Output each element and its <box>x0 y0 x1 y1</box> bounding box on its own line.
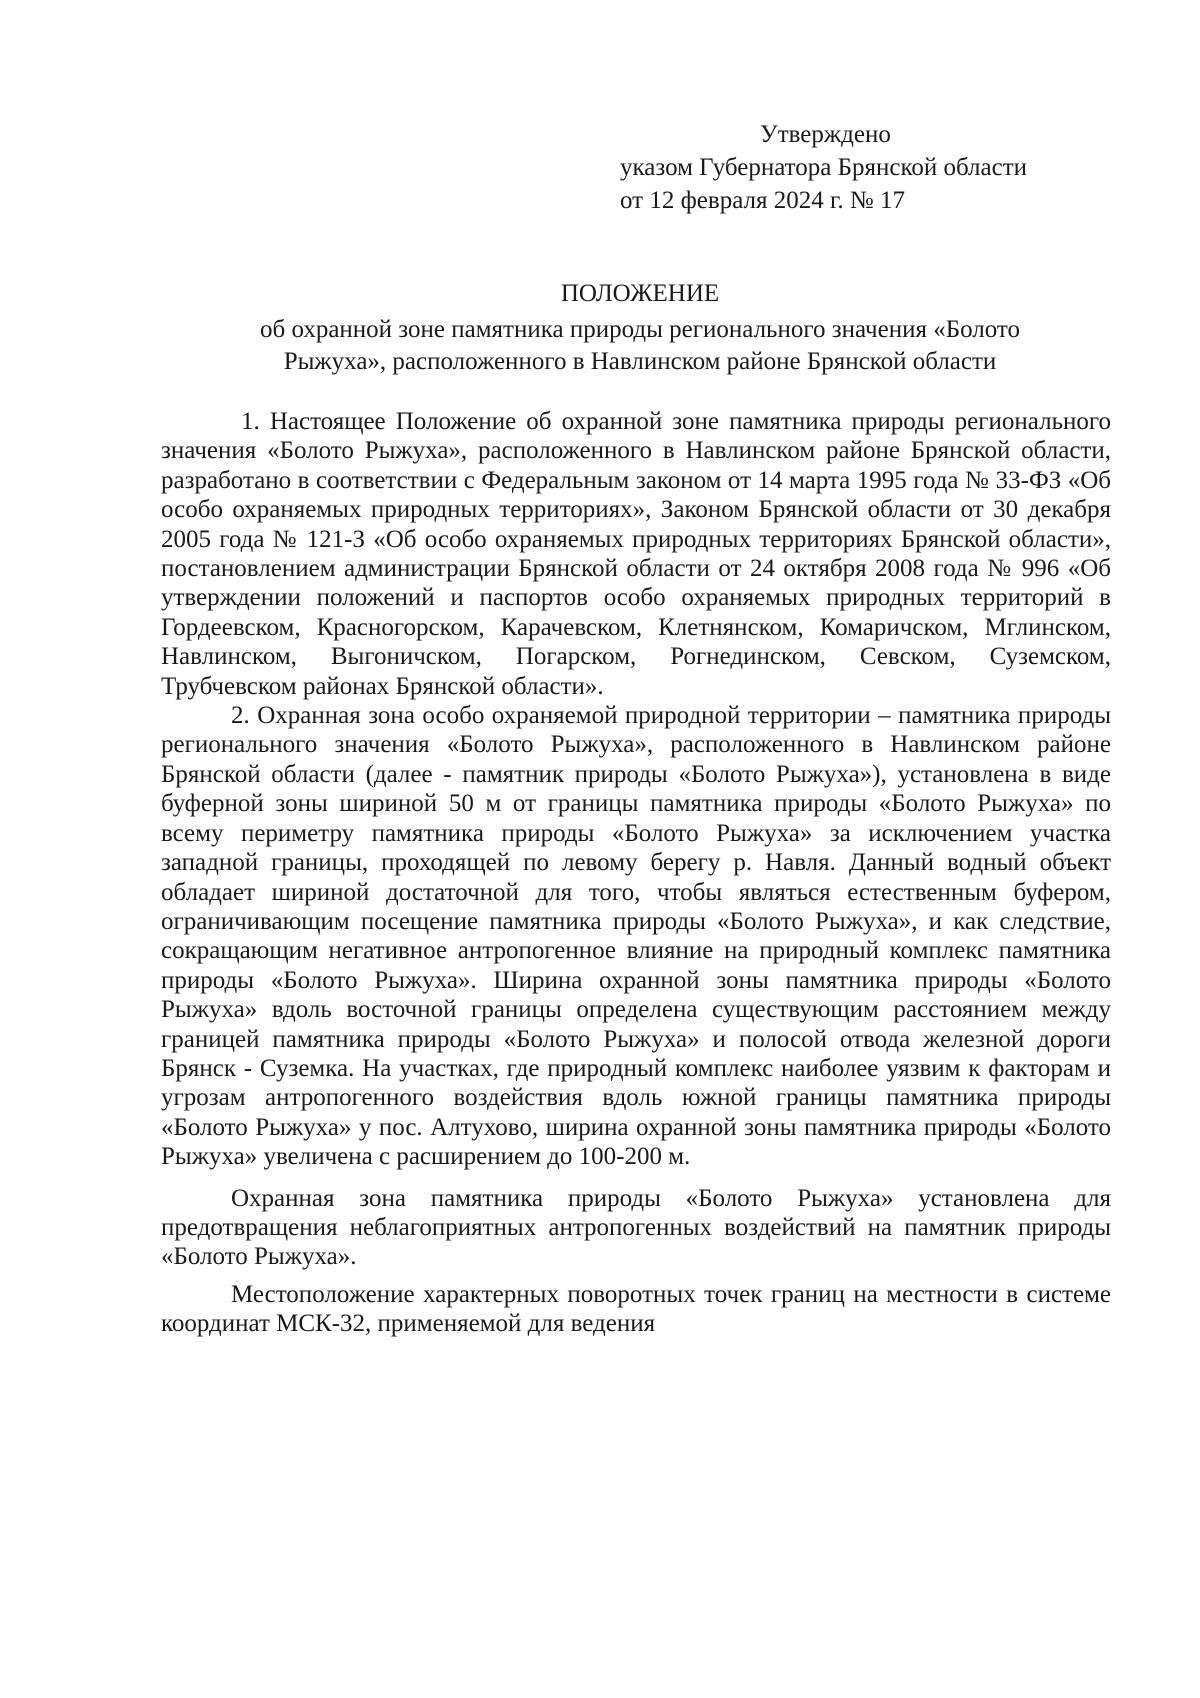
subtitle-line-1: об охранной зоне памятника природы регионального значения «Болото <box>259 316 1021 343</box>
subtitle-line-2: Рыжуха», расположенного в Навлинском районе Брянской области <box>283 348 997 375</box>
paragraph-1: 1. Настоящее Положение об охранной зоне памятника природы регионального значения «Болото Рыжуха», расположенного в Навлинском районе Брянской области, разработано в соответствии с Федеральным законом от 14 марта 1995 года № 33-ФЗ «Об особо охраняемых природных территориях», Законом Брянской области от 30 декабря 2005 года № 121-З «Об особо охраняемых природных территориях Брянской области», постановлением администрации Брянской области от 24 октября 2008 года № 996 «Об утверждении положений и паспортов особо охраняемых природных территорий в Гордеевском, Красногорском, Карачевском, Клетнянском, Комаричском, Мглинском, Навлинском, Выгоничском, Погарском, Рогнединском, Севском, Суземском, Трубчевском районах Брянской области». <box>161 408 1111 700</box>
approval-line-decree: указом Губернатора Брянской области <box>620 154 1028 181</box>
paragraph-2: 2. Охранная зона особо охраняемой природной территории – памятника природы регионального значения «Болото Рыжуха», расположенного в Навлинском районе Брянской области (далее - памятник природы «Болото Рыжуха»), установлена в виде буферной зоны шириной 50 м от границы памятника природы «Болото Рыжуха» по всему периметру памятника природы «Болото Рыжуха» за исключением участка западной границы, проходящей по левому берегу р. Навля. Данный водный объект обладает шириной достаточной для того, чтобы являться естественным буфером, ограничивающим посещение памятника природы «Болото Рыжуха», и как следствие, сокращающим негативное антропогенное влияние на природный комплекс памятника природы «Болото Рыжуха». Ширина охранной зоны памятника природы «Болото Рыжуха» вдоль восточной границы определена существующим расстоянием между границей памятника природы «Болото Рыжуха» и полосой отвода железной дороги Брянск - Суземка. На участках, где природный комплекс наиболее уязвим к факторам и угрозам антропогенного воздействия вдоль южной границы памятника природы «Болото Рыжуха» у пос. Алтухово, ширина охранной зоны памятника природы «Болото Рыжуха» увеличена с расширением до 100-200 м. <box>161 702 1111 1171</box>
approval-line-date-number: от 12 февраля 2024 г. № 17 <box>620 187 906 214</box>
paragraph-3: Охранная зона памятника природы «Болото Рыжуха» установлена для предотвращения неблагоприятных антропогенных воздействий на памятник природы «Болото Рыжуха». <box>161 1184 1111 1271</box>
approval-block <box>620 118 1090 217</box>
paragraph-4: Местоположение характерных поворотных точек границ на местности в системе координат МСК-32, применяемой для ведения <box>161 1280 1111 1338</box>
approval-line-approved: Утверждено <box>760 121 891 148</box>
document-body <box>161 407 1111 1339</box>
document-subtitle <box>160 314 1120 378</box>
document-title: ПОЛОЖЕНИЕ <box>560 280 720 307</box>
